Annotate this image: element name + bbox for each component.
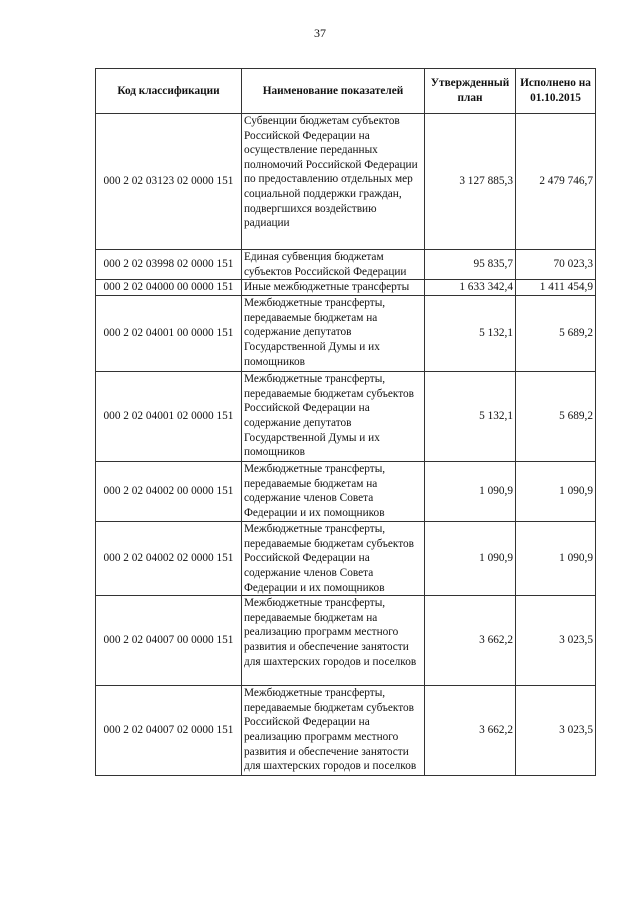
header-code: Код классификации xyxy=(96,69,242,114)
table-row xyxy=(96,296,596,372)
row-plan: 1 090,9 xyxy=(425,462,516,522)
row-plan: 3 127 885,3 xyxy=(425,114,516,250)
table-row xyxy=(96,250,596,280)
row-code: 000 2 02 04002 00 0000 151 xyxy=(96,462,242,522)
row-name: Межбюджетные трансферты, передаваемые бюджетам на реализацию программ местного развития и обеспечение занятости для шахтерских городов и поселков xyxy=(242,596,425,686)
row-name: Межбюджетные трансферты, передаваемые бюджетам субъектов Российской Федерации на содержание депутатов Государственной Думы и их помощников xyxy=(242,372,425,462)
row-code: 000 2 02 04001 00 0000 151 xyxy=(96,296,242,372)
row-name: Субвенции бюджетам субъектов Российской Федерации на осуществление переданных полномочий Российской Федерации по предоставлению отдельных мер социальной поддержки граждан, подвергшихся воздействию радиации xyxy=(242,114,425,250)
row-code: 000 2 02 04007 00 0000 151 xyxy=(96,596,242,686)
table-row xyxy=(96,280,596,296)
row-plan: 5 132,1 xyxy=(425,296,516,372)
row-done: 3 023,5 xyxy=(516,686,596,776)
row-plan: 1 633 342,4 xyxy=(425,280,516,296)
table-row xyxy=(96,462,596,522)
row-plan: 1 090,9 xyxy=(425,522,516,596)
row-done: 70 023,3 xyxy=(516,250,596,280)
row-done: 1 090,9 xyxy=(516,522,596,596)
table-row xyxy=(96,372,596,462)
header-done: Исполнено на 01.10.2015 xyxy=(516,69,596,114)
row-done: 2 479 746,7 xyxy=(516,114,596,250)
row-name: Межбюджетные трансферты, передаваемые бюджетам на содержание депутатов Государственной Думы и их помощников xyxy=(242,296,425,372)
table-row xyxy=(96,114,596,250)
row-code: 000 2 02 03998 02 0000 151 xyxy=(96,250,242,280)
row-code: 000 2 02 04001 02 0000 151 xyxy=(96,372,242,462)
row-plan: 95 835,7 xyxy=(425,250,516,280)
row-name: Межбюджетные трансферты, передаваемые бюджетам субъектов Российской Федерации на содержание членов Совета Федерации и их помощников xyxy=(242,522,425,596)
header-plan: Утвержденный план xyxy=(425,69,516,114)
row-name: Единая субвенция бюджетам субъектов Российской Федерации xyxy=(242,250,425,280)
row-code: 000 2 02 03123 02 0000 151 xyxy=(96,114,242,250)
row-name: Иные межбюджетные трансферты xyxy=(242,280,425,296)
row-code: 000 2 02 04002 02 0000 151 xyxy=(96,522,242,596)
row-done: 5 689,2 xyxy=(516,372,596,462)
table-row xyxy=(96,596,596,686)
row-done: 1 411 454,9 xyxy=(516,280,596,296)
row-plan: 3 662,2 xyxy=(425,686,516,776)
row-plan: 5 132,1 xyxy=(425,372,516,462)
row-code: 000 2 02 04000 00 0000 151 xyxy=(96,280,242,296)
table-row xyxy=(96,522,596,596)
row-done: 5 689,2 xyxy=(516,296,596,372)
header-name: Наименование показателей xyxy=(242,69,425,114)
row-plan: 3 662,2 xyxy=(425,596,516,686)
row-name: Межбюджетные трансферты, передаваемые бюджетам на содержание членов Совета Федерации и их помощников xyxy=(242,462,425,522)
row-code: 000 2 02 04007 02 0000 151 xyxy=(96,686,242,776)
budget-table xyxy=(95,68,596,776)
row-done: 3 023,5 xyxy=(516,596,596,686)
row-done: 1 090,9 xyxy=(516,462,596,522)
table-row xyxy=(96,686,596,776)
row-name: Межбюджетные трансферты, передаваемые бюджетам субъектов Российской Федерации на реализацию программ местного развития и обеспечение занятости для шахтерских городов и поселков xyxy=(242,686,425,776)
page-number: 37 xyxy=(314,26,326,40)
table-header-row xyxy=(96,69,596,114)
